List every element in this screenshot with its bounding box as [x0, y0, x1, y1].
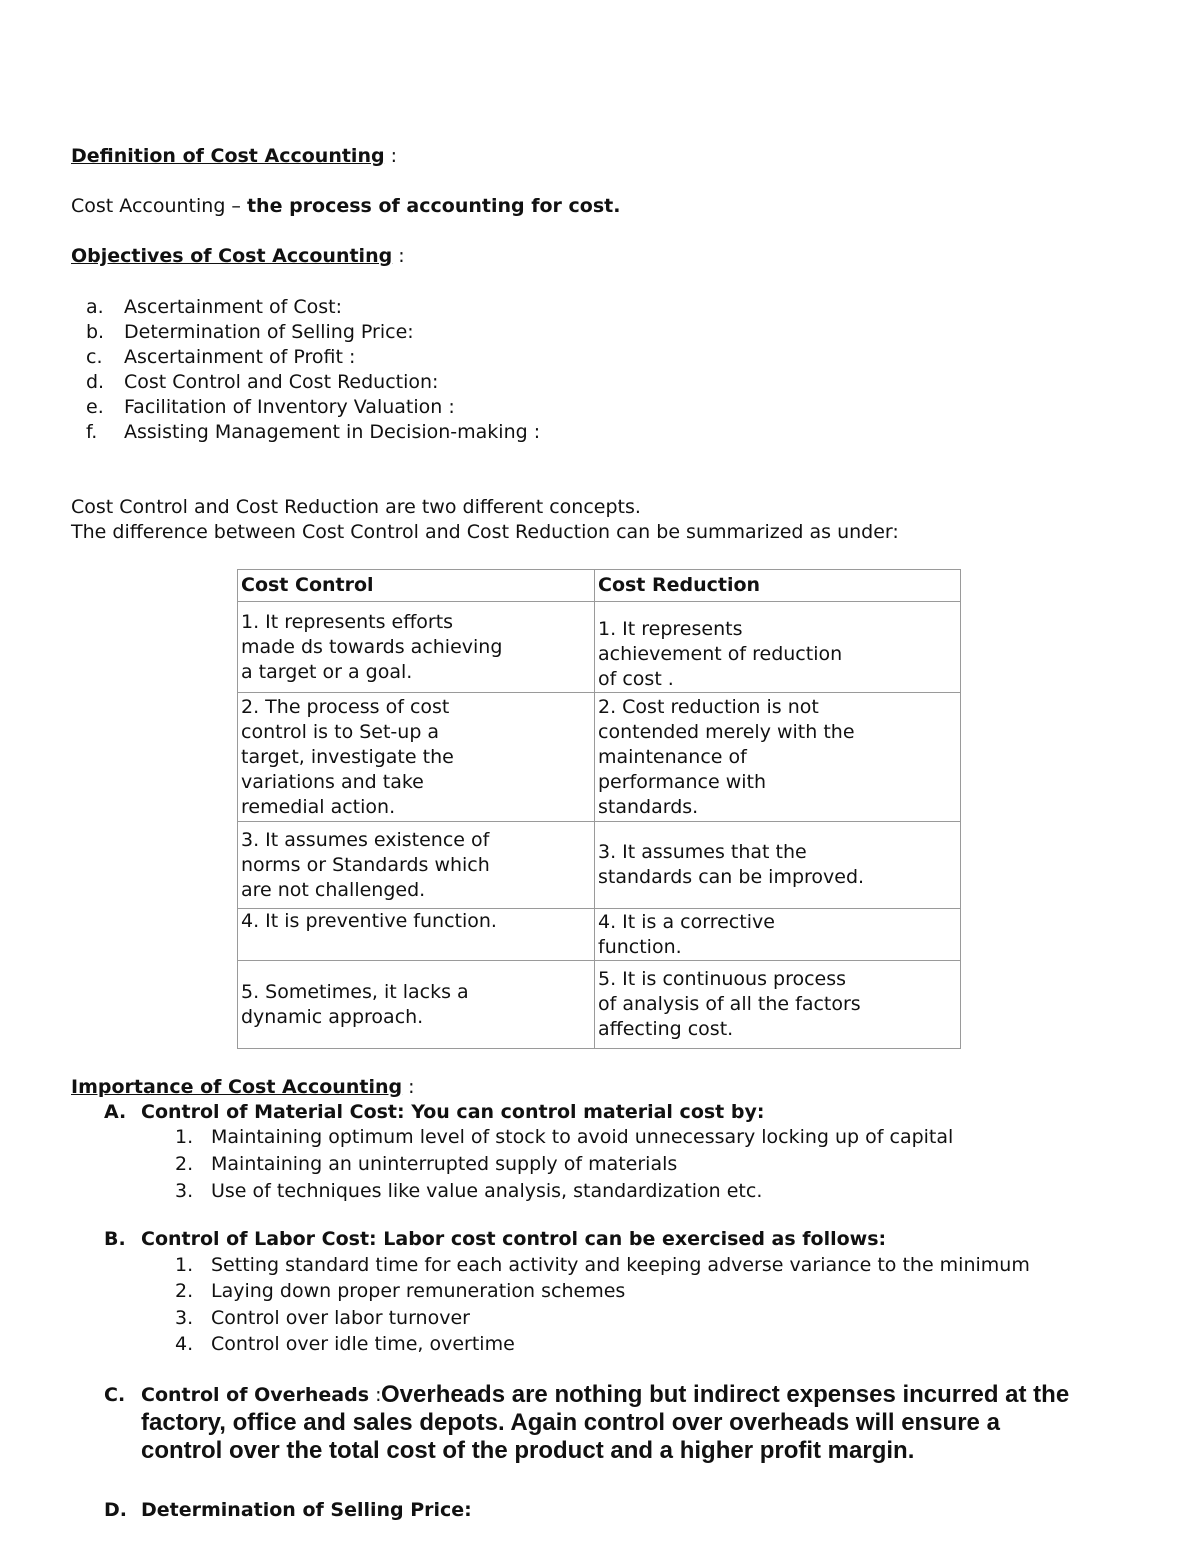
objective-item: [86, 320, 414, 345]
sub-list-item: [175, 1252, 1030, 1278]
overheads-description: Overheads are nothing but indirect expenses incurred at the factory, office and sales depots. Again control over overheads will ensure a control over the total cost of the product and a higher profit margin.: [141, 1381, 1070, 1464]
list-marker: A.: [104, 1101, 127, 1123]
definition-heading: Definition of Cost Accounting: [71, 145, 385, 167]
list-marker: c.: [86, 346, 103, 368]
intro-line-1: Cost Control and Cost Reduction are two different concepts.: [71, 496, 641, 518]
objective-item: [86, 420, 540, 445]
objective-text: Cost Control and Cost Reduction:: [124, 371, 439, 393]
objective-item: [86, 395, 455, 420]
list-marker: 3.: [175, 1307, 194, 1329]
sub-item-text: Control over labor turnover: [211, 1307, 470, 1329]
table-cell: 4. It is preventive function.: [238, 909, 595, 961]
table-row: [238, 693, 961, 822]
list-marker: 2.: [175, 1153, 194, 1175]
definition-heading-line: [71, 144, 397, 169]
list-marker: 4.: [175, 1333, 194, 1355]
objective-text: Facilitation of Inventory Valuation :: [124, 396, 455, 418]
objectives-heading: Objectives of Cost Accounting: [71, 245, 393, 267]
objective-item: [86, 370, 438, 395]
sub-item-text: Maintaining optimum level of stock to avoid unnecessary locking up of capital: [211, 1126, 954, 1148]
table-cell: 5. Sometimes, it lacks a dynamic approach.: [238, 961, 595, 1049]
list-marker: 1.: [175, 1126, 194, 1148]
table-row: [238, 822, 961, 909]
list-marker: d.: [86, 371, 105, 393]
sub-item-text: Laying down proper remuneration schemes: [211, 1280, 626, 1302]
definition-line: [71, 194, 620, 219]
sub-item-text: Use of techniques like value analysis, standardization etc.: [211, 1180, 763, 1202]
list-marker: D.: [104, 1499, 127, 1521]
table-cell: 2. The process of cost control is to Set-up a target, investigate the variations and take remedial action.: [238, 693, 595, 822]
objective-text: Ascertainment of Profit :: [124, 346, 356, 368]
sub-list-item: [175, 1305, 470, 1331]
table-cell: 2. Cost reduction is not contended merely with the maintenance of performance with standards.: [595, 693, 961, 822]
comparison-table: [237, 569, 961, 1049]
sub-list-item: [175, 1151, 677, 1177]
sub-list-item: [175, 1331, 515, 1357]
table-cell: 1. It represents efforts made ds towards achieving a target or a goal.: [238, 602, 595, 693]
definition-meaning: the process of accounting for cost.: [246, 195, 621, 217]
definition-heading-colon: :: [384, 145, 398, 167]
importance-heading: Importance of Cost Accounting: [71, 1076, 403, 1098]
list-marker: C.: [104, 1384, 126, 1406]
list-marker: b.: [86, 321, 105, 343]
table-cell: 4. It is a corrective function.: [595, 909, 961, 961]
column-header-cost-reduction: Cost Reduction: [595, 570, 961, 602]
importance-item-b: [104, 1227, 886, 1252]
list-marker: e.: [86, 396, 104, 418]
objectives-heading-colon: :: [392, 245, 405, 267]
table-cell: 1. It represents achievement of reduction of cost .: [595, 602, 961, 693]
objective-item: [86, 295, 342, 320]
importance-heading-colon: :: [402, 1076, 415, 1098]
table-header-row: [238, 570, 961, 602]
importance-item-text: Control of Material Cost: You can control material cost by:: [141, 1101, 765, 1123]
sub-item-text: Control over idle time, overtime: [211, 1333, 515, 1355]
importance-heading-line: [71, 1075, 415, 1100]
list-marker: 2.: [175, 1280, 194, 1302]
sub-list-item: [175, 1278, 625, 1304]
sub-item-text: Maintaining an uninterrupted supply of materials: [211, 1153, 678, 1175]
list-marker: a.: [86, 296, 104, 318]
definition-term: Cost Accounting –: [71, 195, 247, 217]
importance-item-text: Control of Labor Cost: Labor cost control can be exercised as follows:: [141, 1228, 887, 1250]
table-cell: 5. It is continuous process of analysis of all the factors affecting cost.: [595, 961, 961, 1049]
list-marker: f.: [86, 421, 98, 443]
importance-item-label: Control of Overheads: [141, 1384, 370, 1406]
column-header-cost-control: Cost Control: [238, 570, 595, 602]
sub-list-item: [175, 1124, 953, 1150]
sub-list-item: [175, 1178, 762, 1204]
table-row: [238, 961, 961, 1049]
objective-text: Determination of Selling Price:: [124, 321, 414, 343]
list-marker: 1.: [175, 1254, 194, 1276]
table-cell: 3. It assumes that the standards can be improved.: [595, 822, 961, 909]
importance-item-a: [104, 1100, 764, 1125]
importance-item-d: [104, 1498, 472, 1523]
importance-item-text: Determination of Selling Price:: [141, 1499, 472, 1521]
objective-text: Assisting Management in Decision-making :: [124, 421, 541, 443]
list-marker: 3.: [175, 1180, 194, 1202]
table-cell: 3. It assumes existence of norms or Standards which are not challenged.: [238, 822, 595, 909]
objective-text: Ascertainment of Cost:: [124, 296, 342, 318]
objectives-heading-line: [71, 244, 405, 269]
importance-item-colon: :: [369, 1384, 382, 1406]
sub-item-text: Setting standard time for each activity and keeping adverse variance to the minimum: [211, 1254, 1030, 1276]
intro-line-2: The difference between Cost Control and Cost Reduction can be summarized as under:: [71, 521, 899, 543]
list-marker: B.: [104, 1228, 126, 1250]
table-row: [238, 909, 961, 961]
objective-item: [86, 345, 355, 370]
table-row: [238, 602, 961, 693]
